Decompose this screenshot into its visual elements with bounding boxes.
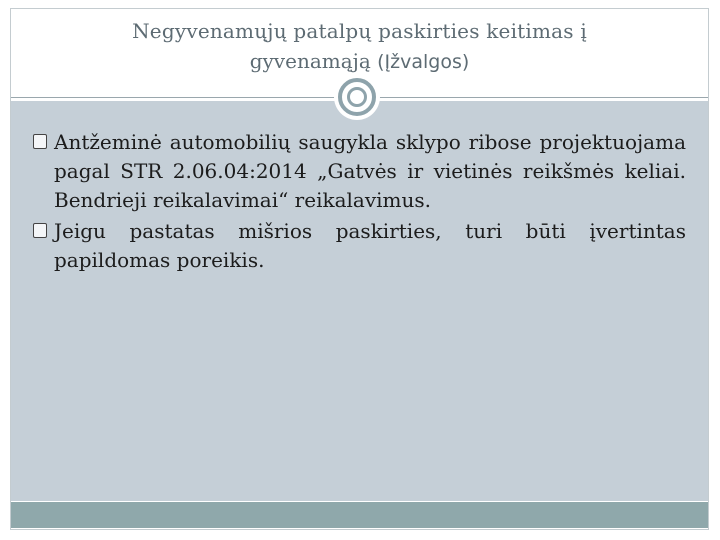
bullet-text: Antžeminė automobilių saugykla sklypo ribose projektuojama pagal STR 2.06.04:2014 „Gatvės ir vietinės reikšmės keliai. Bendrieji reikalavimai“ reikalavimus. xyxy=(54,130,686,212)
slide-title-line-2-text: gyvenamąją xyxy=(249,49,378,73)
footer-bar xyxy=(11,502,708,528)
bullet-list xyxy=(31,128,686,277)
slide-content xyxy=(11,101,708,501)
bullet-item xyxy=(31,217,686,275)
box-bullet-icon xyxy=(33,134,47,149)
box-bullet-icon xyxy=(33,223,47,238)
slide-title-line-1: Negyvenamųjų patalpų paskirties keitimas į xyxy=(132,19,587,43)
slide-title-insights: (Įžvalgos) xyxy=(377,51,470,73)
slide-title-line-2 xyxy=(11,49,708,73)
ring-ornament-icon xyxy=(338,78,376,116)
bullet-text: Jeigu pastatas mišrios paskirties, turi būti įvertintas papildomas poreikis. xyxy=(54,219,686,272)
bullet-item xyxy=(31,128,686,215)
